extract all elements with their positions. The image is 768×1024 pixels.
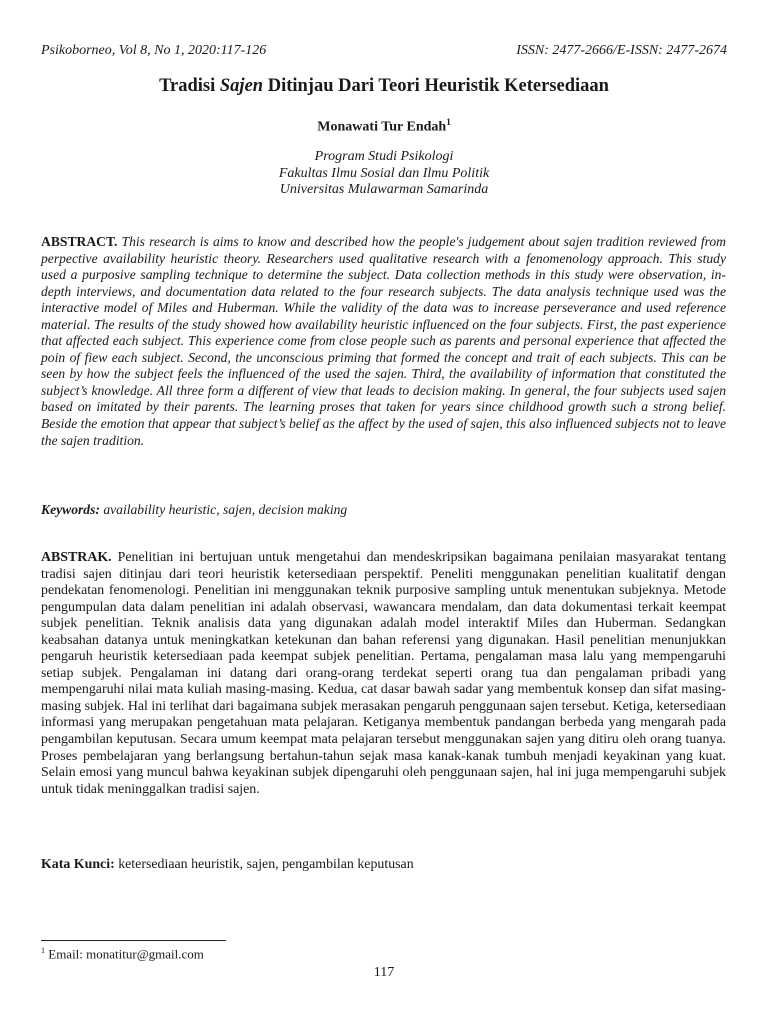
affiliation-program: Program Studi Psikologi	[314, 149, 454, 164]
author-footnote-mark: 1	[446, 117, 451, 127]
abstract-indonesian-text: Penelitian ini bertujuan untuk mengetahui dan mendeskripsikan bagaimana penilaian masyarakat tentang tradisi sajen ditinjau dari teori heuristik ketersediaan perspektif. Peneliti menggunakan penelitian kualitatif dengan pendekatan fenomenologi. Penelitian ini menggunakan teknik purposive sampling untuk menentukan subjeknya. Metode pengumpulan data dalam penelitian ini adalah observasi, wawancara mendalam, dan data dokumentasi terkait keempat subjek penelitian. Teknik analisis data yang digunakan adalah model interaktif Miles dan Huberman. Sedangkan keabsahan datanya untuk meningkatkan ketekunan dan bahan referensi yang digunakan. Hasil penelitian menunjukkan pengaruh heuristik ketersediaan pada keempat subjek penelitian. Pertama, pengalaman masa lalu yang mempengaruhi setiap subjek. Pengalaman ini datang dari orang-orang terdekat seperti orang tua dan pengalaman pribadi yang mempengaruhi nilai mata kuliah masing-masing. Kedua, cat dasar bawah sadar yang membentuk konsep dan sifat masing-masing subjek. Hal ini terlihat dari bagaimana subjek merasakan pengaruh penggunaan sajen tersebut. Ketiga, ketersediaan informasi yang merupakan pengetahuan mata pelajaran. Ketiganya membentuk pandangan berbeda yang mengarah pada pengambilan keputusan. Secara umum keempat mata pelajaran tersebut menggunakan sajen yang ditiru oleh orang tuanya. Proses pembelajaran yang berlangsung bertahun-tahun sejak masa kanak-kanak tumbuh menjadi keyakinan yang kuat. Selain emosi yang muncul bahwa keyakinan subjek dipengaruhi oleh penggunaan sajen, hal ini juga mempengaruhi subjek untuk tidak meninggalkan tradisi sajen.	[41, 550, 726, 797]
title-italic-word: Sajen	[219, 76, 264, 96]
abstract-indonesian	[41, 550, 726, 798]
abstract-english	[41, 234, 726, 449]
footnote-email: Email: monatitur@gmail.com	[48, 946, 204, 962]
keywords-indonesian-text: ketersediaan heuristik, sajen, pengambilan keputusan	[118, 857, 414, 872]
title-suffix: Ditinjau Dari Teori Heuristik Ketersediaan	[263, 76, 609, 96]
footnote-divider	[41, 940, 226, 941]
journal-citation: Psikoborneo, Vol 8, No 1, 2020:117-126	[41, 43, 267, 58]
affiliation-university: Universitas Mulawarman Samarinda	[279, 182, 489, 197]
author-line	[0, 117, 768, 136]
keywords-indonesian-heading: Kata Kunci:	[41, 857, 115, 872]
keywords-english	[41, 502, 726, 519]
keywords-indonesian	[41, 857, 726, 874]
abstract-english-text: This research is aims to know and described how the people's judgement about sajen tradition reviewed from perpective availability heuristic theory. Researchers used qualitative research with a fenomenology approach. This study used a purposive sampling technique to determine the subject. Data collection methods in this study were observation, in-depth interviews, and documentation data related to the four research subjects. The data analysis technique used was the interactive model of Miles and Huberman. While the validity of the data was to increase perseverance and used reference material. The results of the study showed how availability heuristic influenced on the four subjects. First, the past experience that affected each subject. This experience come from close people such as parents and personal experience that affected the poin of fiew each subject. Second, the unconscious priming that formed the concept and trait of each subjects. This can be seen by how the subject feels the influenced of the used the sajen. Third, the availability of information that constituted the subject’s knowledge. All three form a different of view that leads to decision making. In general, the four subjects used sajen based on imitated by their parents. The learning proses that taken for years since childhood growth such a strong belief. Beside the emotion that appear that subject’s belief as the affect by the used of sajen, this also influenced subjects not to leave the sajen tradition.	[41, 234, 726, 448]
title-prefix: Tradisi	[159, 76, 220, 96]
paper-title	[0, 76, 768, 97]
abstract-indonesian-heading: ABSTRAK.	[41, 550, 112, 565]
footnote-mark: 1	[41, 946, 45, 955]
author-name: Monawati Tur Endah	[317, 119, 447, 135]
keywords-english-text: availability heuristic, sajen, decision making	[103, 502, 348, 517]
page-number: 117	[373, 965, 395, 980]
affiliation	[0, 149, 768, 199]
issn-label: ISSN: 2477-2666/E-ISSN: 2477-2674	[516, 43, 727, 58]
keywords-english-heading: Keywords:	[41, 502, 100, 517]
running-header	[41, 43, 727, 61]
abstract-english-heading: ABSTRACT.	[41, 234, 118, 249]
footnote	[41, 946, 204, 962]
affiliation-faculty: Fakultas Ilmu Sosial dan Ilmu Politik	[278, 165, 490, 181]
